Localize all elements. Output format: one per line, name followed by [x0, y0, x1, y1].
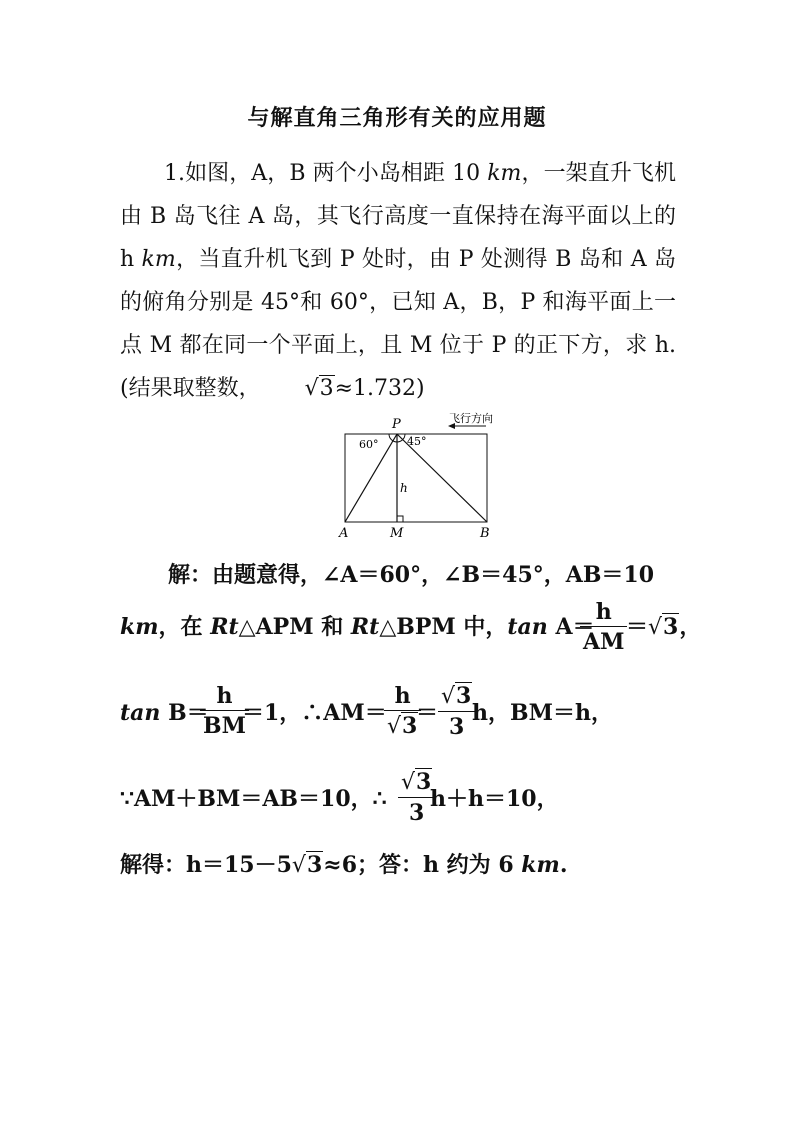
document-title: 与解直角三角形有关的应用题: [247, 105, 547, 131]
sqrt-expression: √3: [304, 376, 334, 401]
angle-60: 60°: [359, 438, 379, 451]
solution-line-2: km，在 Rt△APM 和 Rt△BPM 中，tan A＝ $\frac{h}{AM}$ ＝√3，: [120, 599, 702, 655]
unit-km: km: [487, 161, 522, 186]
sqrt-3: √3: [648, 614, 679, 640]
right-angle-mark: [397, 516, 403, 522]
solution-line-4: ∵AM＋BM＝AB＝10，∴ $\frac{√3}{3}$ h＋h＝10，: [120, 769, 559, 826]
problem-paragraph: [120, 152, 676, 410]
label-h: h: [400, 481, 408, 495]
fraction-h-over-sqrt3: $\frac{h}{√3}$: [384, 682, 421, 742]
problem-text: 1.如图，A，B 两个小岛相距 10: [164, 161, 488, 186]
fraction-sqrt3-over-3: $\frac{√3}{3}$: [438, 682, 475, 742]
label-M: M: [390, 526, 404, 541]
fraction-sqrt3-over-3: $\frac{√3}{3}$: [398, 768, 435, 828]
sqrt-3: √3: [291, 852, 323, 878]
label-A: A: [339, 526, 349, 541]
solution-line-1: 解：由题意得，∠A＝60°，∠B＝45°，AB＝10: [168, 562, 655, 588]
unit-km: km: [141, 247, 176, 272]
problem-text: ，当直升机飞到 P 处时，由 P 处测得 B 岛和 A 岛的俯角分别是 45°和 60°，已知 A，B，P 和海平面上一点 M 都在同一个平面上，且 M 位于 P 的正下方，求 h.(结果取整数，: [120, 247, 676, 401]
fraction-h-over-AM: $\frac{h}{AM}$: [580, 598, 627, 657]
flight-direction-label: 飞行方向: [449, 412, 493, 425]
problem-text: ≈1.732): [334, 376, 425, 401]
solution-line-5: 解得：h＝15－5√3≈6；答：h 约为 6 km.: [120, 852, 568, 878]
label-B: B: [480, 526, 490, 541]
angle-45: 45°: [407, 435, 427, 448]
fraction-h-over-BM: $\frac{h}{BM}$: [200, 682, 249, 741]
problem-text: ，一架直升飞机由 B 岛飞往 A 岛，其飞行高度一直保持在海平面以上的 h: [120, 161, 676, 272]
solution-line-3: tan B＝ $\frac{h}{BM}$ ＝1，∴AM＝ $\frac{h}{√3}$ ＝ $\frac{√3}{3}$ h，BM＝h，: [120, 683, 613, 740]
problem-statement: [120, 152, 676, 410]
label-P: P: [392, 417, 401, 432]
triangle-figure: [336, 412, 506, 542]
